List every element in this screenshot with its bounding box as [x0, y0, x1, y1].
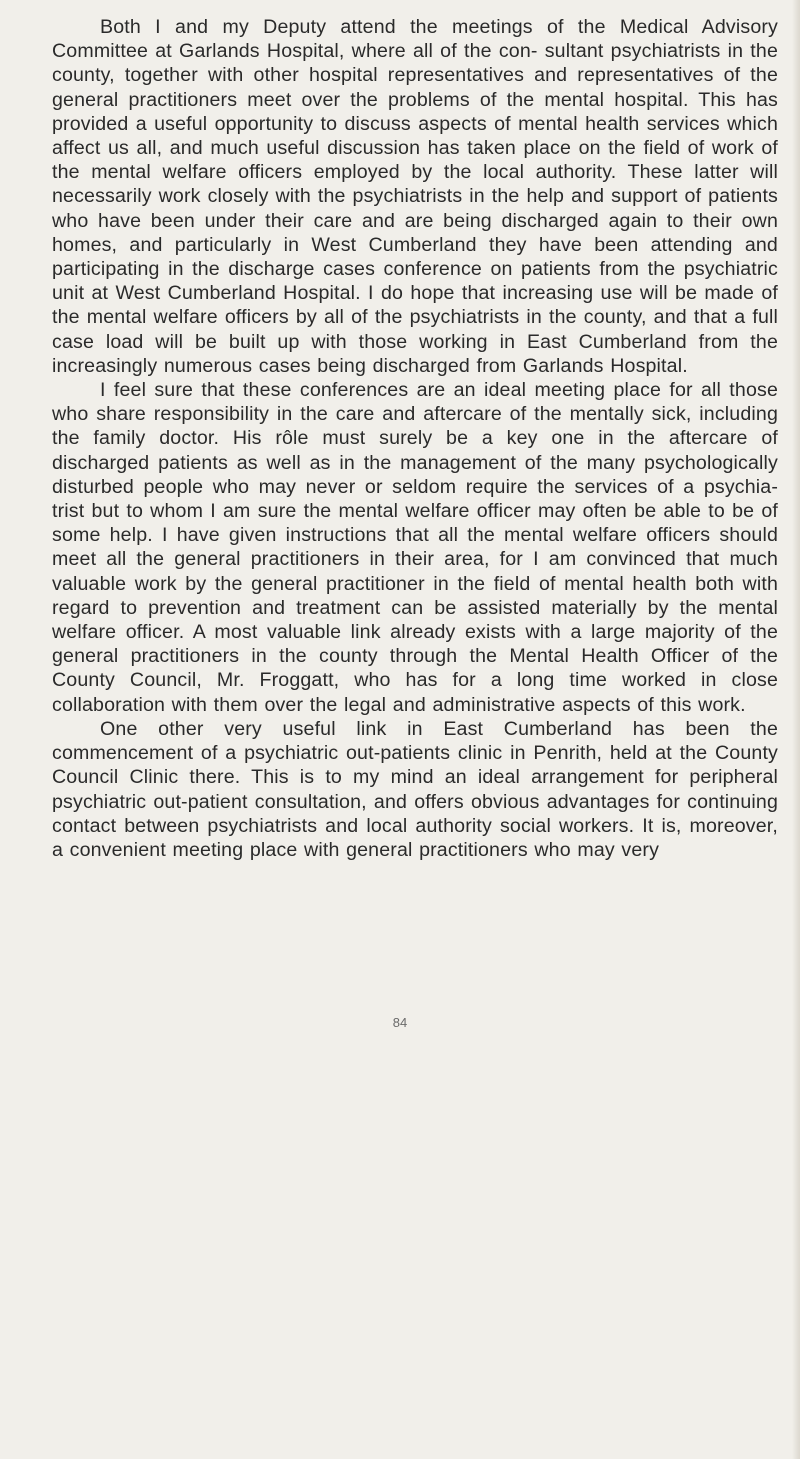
- paragraph-medical-advisory-committee: Both I and my Deputy attend the meetings of the Medical Advisory Committee at Garlands Hospital, where all of the con- sultant psychiatrists in the county, together with other hospital representatives and representatives of the general practitioners meet over the problems of the mental hospital. This has provided a useful opportunity to discuss aspects of mental health services which affect us all, and much useful discussion has taken place on the field of work of the mental welfare officers employed by the local authority. These latter will necessarily work closely with the psychiatrists in the help and support of patients who have been under their care and are being discharged again to their own homes, and particularly in West Cumberland they have been attending and participating in the discharge cases conference on patients from the psychiatric unit at West Cumberland Hospital. I do hope that increasing use will be made of the mental welfare officers by all of the psychiatrists in the county, and that a full case load will be built up with those working in East Cumberland from the increasingly numerous cases being discharged from Garlands Hospital.: [52, 16, 778, 377]
- paragraph-penrith-clinic: One other very useful link in East Cumberland has been the commencement of a psychiatric out-patients clinic in Penrith, held at the County Council Clinic there. This is to my mind an ideal arrangement for peripheral psychiatric out-patient consultation, and offers obvious advantages for continuing contact between psychiatrists and local authority social workers. It is, moreover, a convenient meeting place with general practitioners who may very: [52, 717, 778, 861]
- paragraph-conferences: I feel sure that these conferences are an ideal meeting place for all those who share responsibility in the care and aftercare of the mentally sick, including the family doctor. His rôle must surely be a key one in the aftercare of discharged patients as well as in the management of the many psychologically disturbed people who may never or seldom require the services of a psychia- trist but to whom I am sure the mental welfare officer may often be able to be of some help. I have given instructions that all the mental welfare officers should meet all the general practitioners in their area, for I am convinced that much valuable work by the general practitioner in the field of mental health both with regard to prevention and treatment can be assisted materially by the mental welfare officer. A most valuable link already exists with a large majority of the general practitioners in the county through the Mental Health Officer of the County Council, Mr. Froggatt, who has for a long time worked in close collaboration with them over the legal and administrative aspects of this work.: [52, 379, 778, 716]
- page-edge: [792, 0, 800, 1459]
- document-body: [52, 15, 778, 862]
- page-number: 84: [392, 1015, 408, 1030]
